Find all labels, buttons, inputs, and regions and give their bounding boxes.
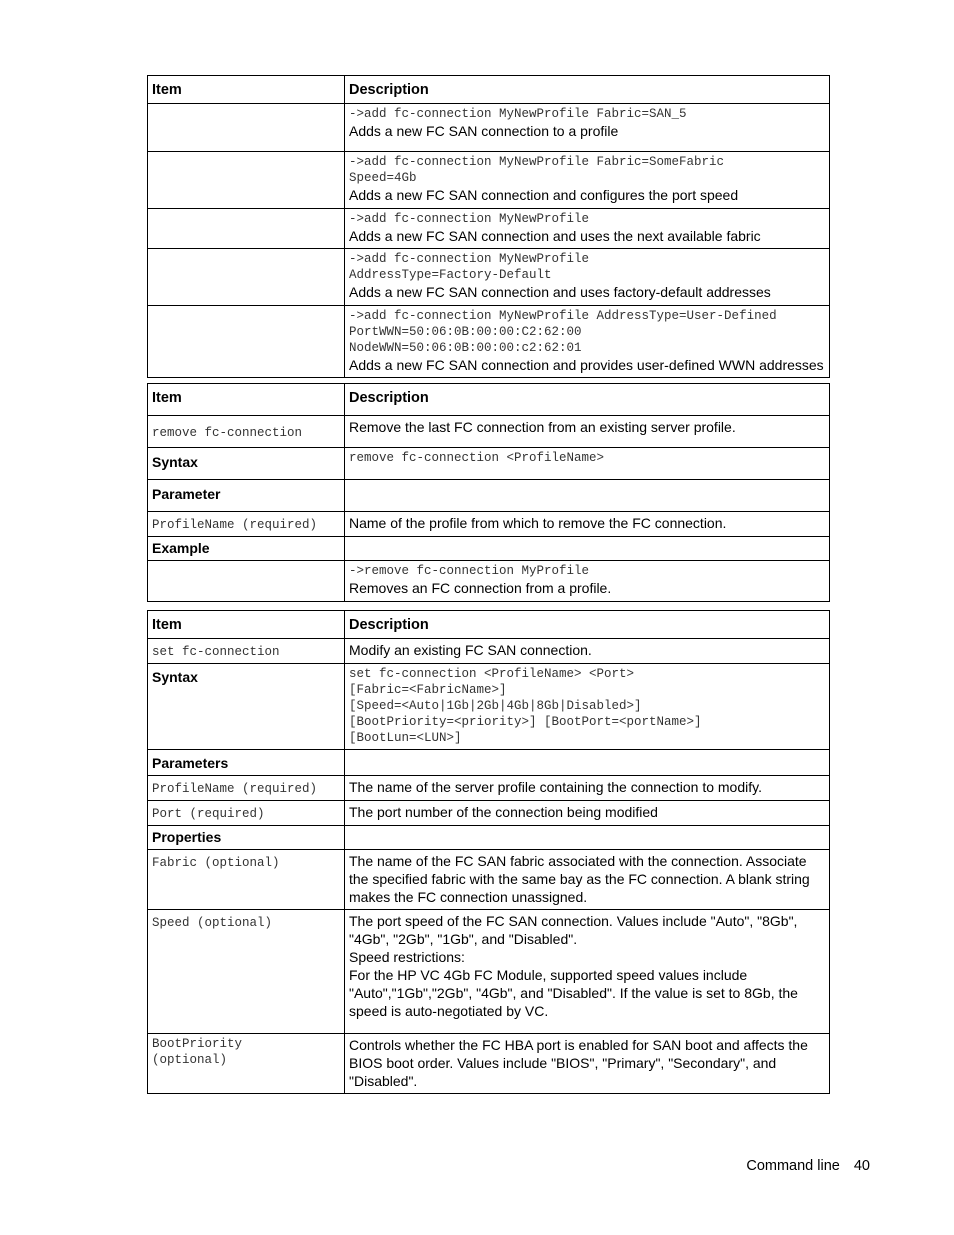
description-cell [345, 208, 830, 249]
example-command: ->remove fc-connection MyProfile [349, 564, 590, 578]
property-description [345, 910, 830, 1034]
param-name-text: ProfileName (required) [152, 782, 318, 796]
table-header-row [148, 611, 830, 639]
example-command: ->add fc-connection MyNewProfile Fabric=SomeFabric Speed=4Gb [349, 155, 725, 185]
header-description: Description [345, 76, 830, 104]
example-description: Adds a new FC SAN connection to a profile [349, 123, 619, 139]
footer-section: Command line [746, 1158, 840, 1174]
syntax-cell [345, 448, 830, 480]
property-name [148, 910, 345, 1034]
example-description: Adds a new FC SAN connection and uses factory-default addresses [349, 284, 771, 300]
table-header-row [148, 76, 830, 104]
command-description: Remove the last FC connection from an existing server profile. [345, 416, 830, 448]
example-command: ->add fc-connection MyNewProfile [349, 211, 590, 226]
example-description: Adds a new FC SAN connection and provides user-defined WWN addresses [349, 356, 824, 373]
table-row [148, 664, 830, 750]
table-row [148, 104, 830, 152]
param-name [148, 512, 345, 537]
header-item: Item [148, 611, 345, 639]
table-row [148, 561, 830, 602]
example-command: ->add fc-connection MyNewProfile Fabric=SAN_5 [349, 107, 687, 121]
syntax-cell [345, 664, 830, 750]
property-name-text: Speed (optional) [152, 916, 273, 930]
property-description: The name of the FC SAN fabric associated with the connection. Associate the specified fabric with the same bay as the FC connection. A blank string makes the FC connection unassigned. [345, 850, 830, 910]
table-row [148, 639, 830, 664]
table-row [148, 480, 830, 512]
table-row [148, 1034, 830, 1094]
empty-cell [345, 537, 830, 561]
example-command: ->add fc-connection MyNewProfile AddressType=Factory-Default [349, 252, 590, 282]
item-cell [148, 249, 345, 306]
speed-restrictions-heading: Speed restrictions: [349, 949, 465, 965]
table-row [148, 249, 830, 306]
syntax-code: set fc-connection <ProfileName> <Port> [Fabric=<FabricName>] [Speed=<Auto|1Gb|2Gb|4Gb|8Gb|Disabled>] [BootPriority=<priority>] [BootPort=<portName>] [BootLun=<LUN>] [349, 667, 702, 745]
empty-cell [345, 750, 830, 776]
table-row [148, 305, 830, 378]
header-description: Description [345, 611, 830, 639]
table-header-row [148, 384, 830, 416]
example-description: Removes an FC connection from a profile. [349, 580, 612, 596]
table-row [148, 750, 830, 776]
example-command: ->add fc-connection MyNewProfile AddressType=User-Defined PortWWN=50:06:0B:00:00:C2:62:00 NodeWWN=50:06:0B:00:00:c2:62:01 [349, 308, 777, 355]
empty-cell [345, 480, 830, 512]
command-name [148, 639, 345, 664]
header-description: Description [345, 384, 830, 416]
example-label: Example [148, 537, 345, 561]
page-number: 40 [853, 1158, 870, 1174]
property-name [148, 850, 345, 910]
param-name-text: Port (required) [152, 807, 265, 821]
example-cell [345, 561, 830, 602]
table-row [148, 850, 830, 910]
table-row [148, 416, 830, 448]
syntax-label: Syntax [148, 448, 345, 480]
param-name [148, 776, 345, 801]
description-cell [345, 305, 830, 378]
description-cell [345, 249, 830, 306]
table-row [148, 448, 830, 480]
syntax-label: Syntax [148, 664, 345, 750]
header-item: Item [148, 384, 345, 416]
param-description: Name of the profile from which to remove the FC connection. [345, 512, 830, 537]
page-footer [746, 1158, 870, 1174]
param-description: The name of the server profile containing the connection to modify. [345, 776, 830, 801]
table-row [148, 512, 830, 537]
command-name-text: remove fc-connection [152, 426, 303, 440]
item-cell [148, 208, 345, 249]
item-cell [148, 104, 345, 152]
command-description: Modify an existing FC SAN connection. [345, 639, 830, 664]
add-fc-connection-examples-table [147, 75, 830, 378]
item-cell [148, 305, 345, 378]
table-row [148, 826, 830, 850]
empty-cell [148, 561, 345, 602]
item-cell [148, 152, 345, 209]
table-row [148, 776, 830, 801]
empty-cell [345, 826, 830, 850]
param-name [148, 801, 345, 826]
command-name [148, 416, 345, 448]
properties-label: Properties [148, 826, 345, 850]
table-row [148, 537, 830, 561]
speed-values-text: The port speed of the FC SAN connection. Values include "Auto", "8Gb", "4Gb", "2Gb", "1Gb", and "Disabled". [349, 913, 798, 947]
property-description: Controls whether the FC HBA port is enabled for SAN boot and affects the BIOS boot order. Values include "BIOS", "Primary", "Secondary", and "Disabled". [345, 1034, 830, 1094]
param-description: The port number of the connection being modified [345, 801, 830, 826]
command-name-text: set fc-connection [152, 645, 280, 659]
description-cell [345, 104, 830, 152]
description-cell [345, 152, 830, 209]
param-name-text: ProfileName (required) [152, 518, 318, 532]
property-name-text: Fabric (optional) [152, 856, 280, 870]
speed-restrictions-text: For the HP VC 4Gb FC Module, supported speed values include "Auto","1Gb","2Gb", "4Gb", and "Disabled". If the value is set to 8Gb, the speed is auto-negotiated by VC. [349, 967, 798, 1019]
example-description: Adds a new FC SAN connection and uses the next available fabric [349, 227, 761, 244]
property-name-text: BootPriority (optional) [152, 1037, 243, 1067]
header-item: Item [148, 76, 345, 104]
remove-fc-connection-table [147, 383, 830, 602]
syntax-code: remove fc-connection <ProfileName> [349, 451, 605, 465]
table-row [148, 208, 830, 249]
table-row [148, 152, 830, 209]
table-row [148, 910, 830, 1034]
example-description: Adds a new FC SAN connection and configures the port speed [349, 187, 739, 203]
parameter-label: Parameter [148, 480, 345, 512]
table-row [148, 801, 830, 826]
parameters-label: Parameters [148, 750, 345, 776]
set-fc-connection-table [147, 610, 830, 1094]
property-name [148, 1034, 345, 1094]
